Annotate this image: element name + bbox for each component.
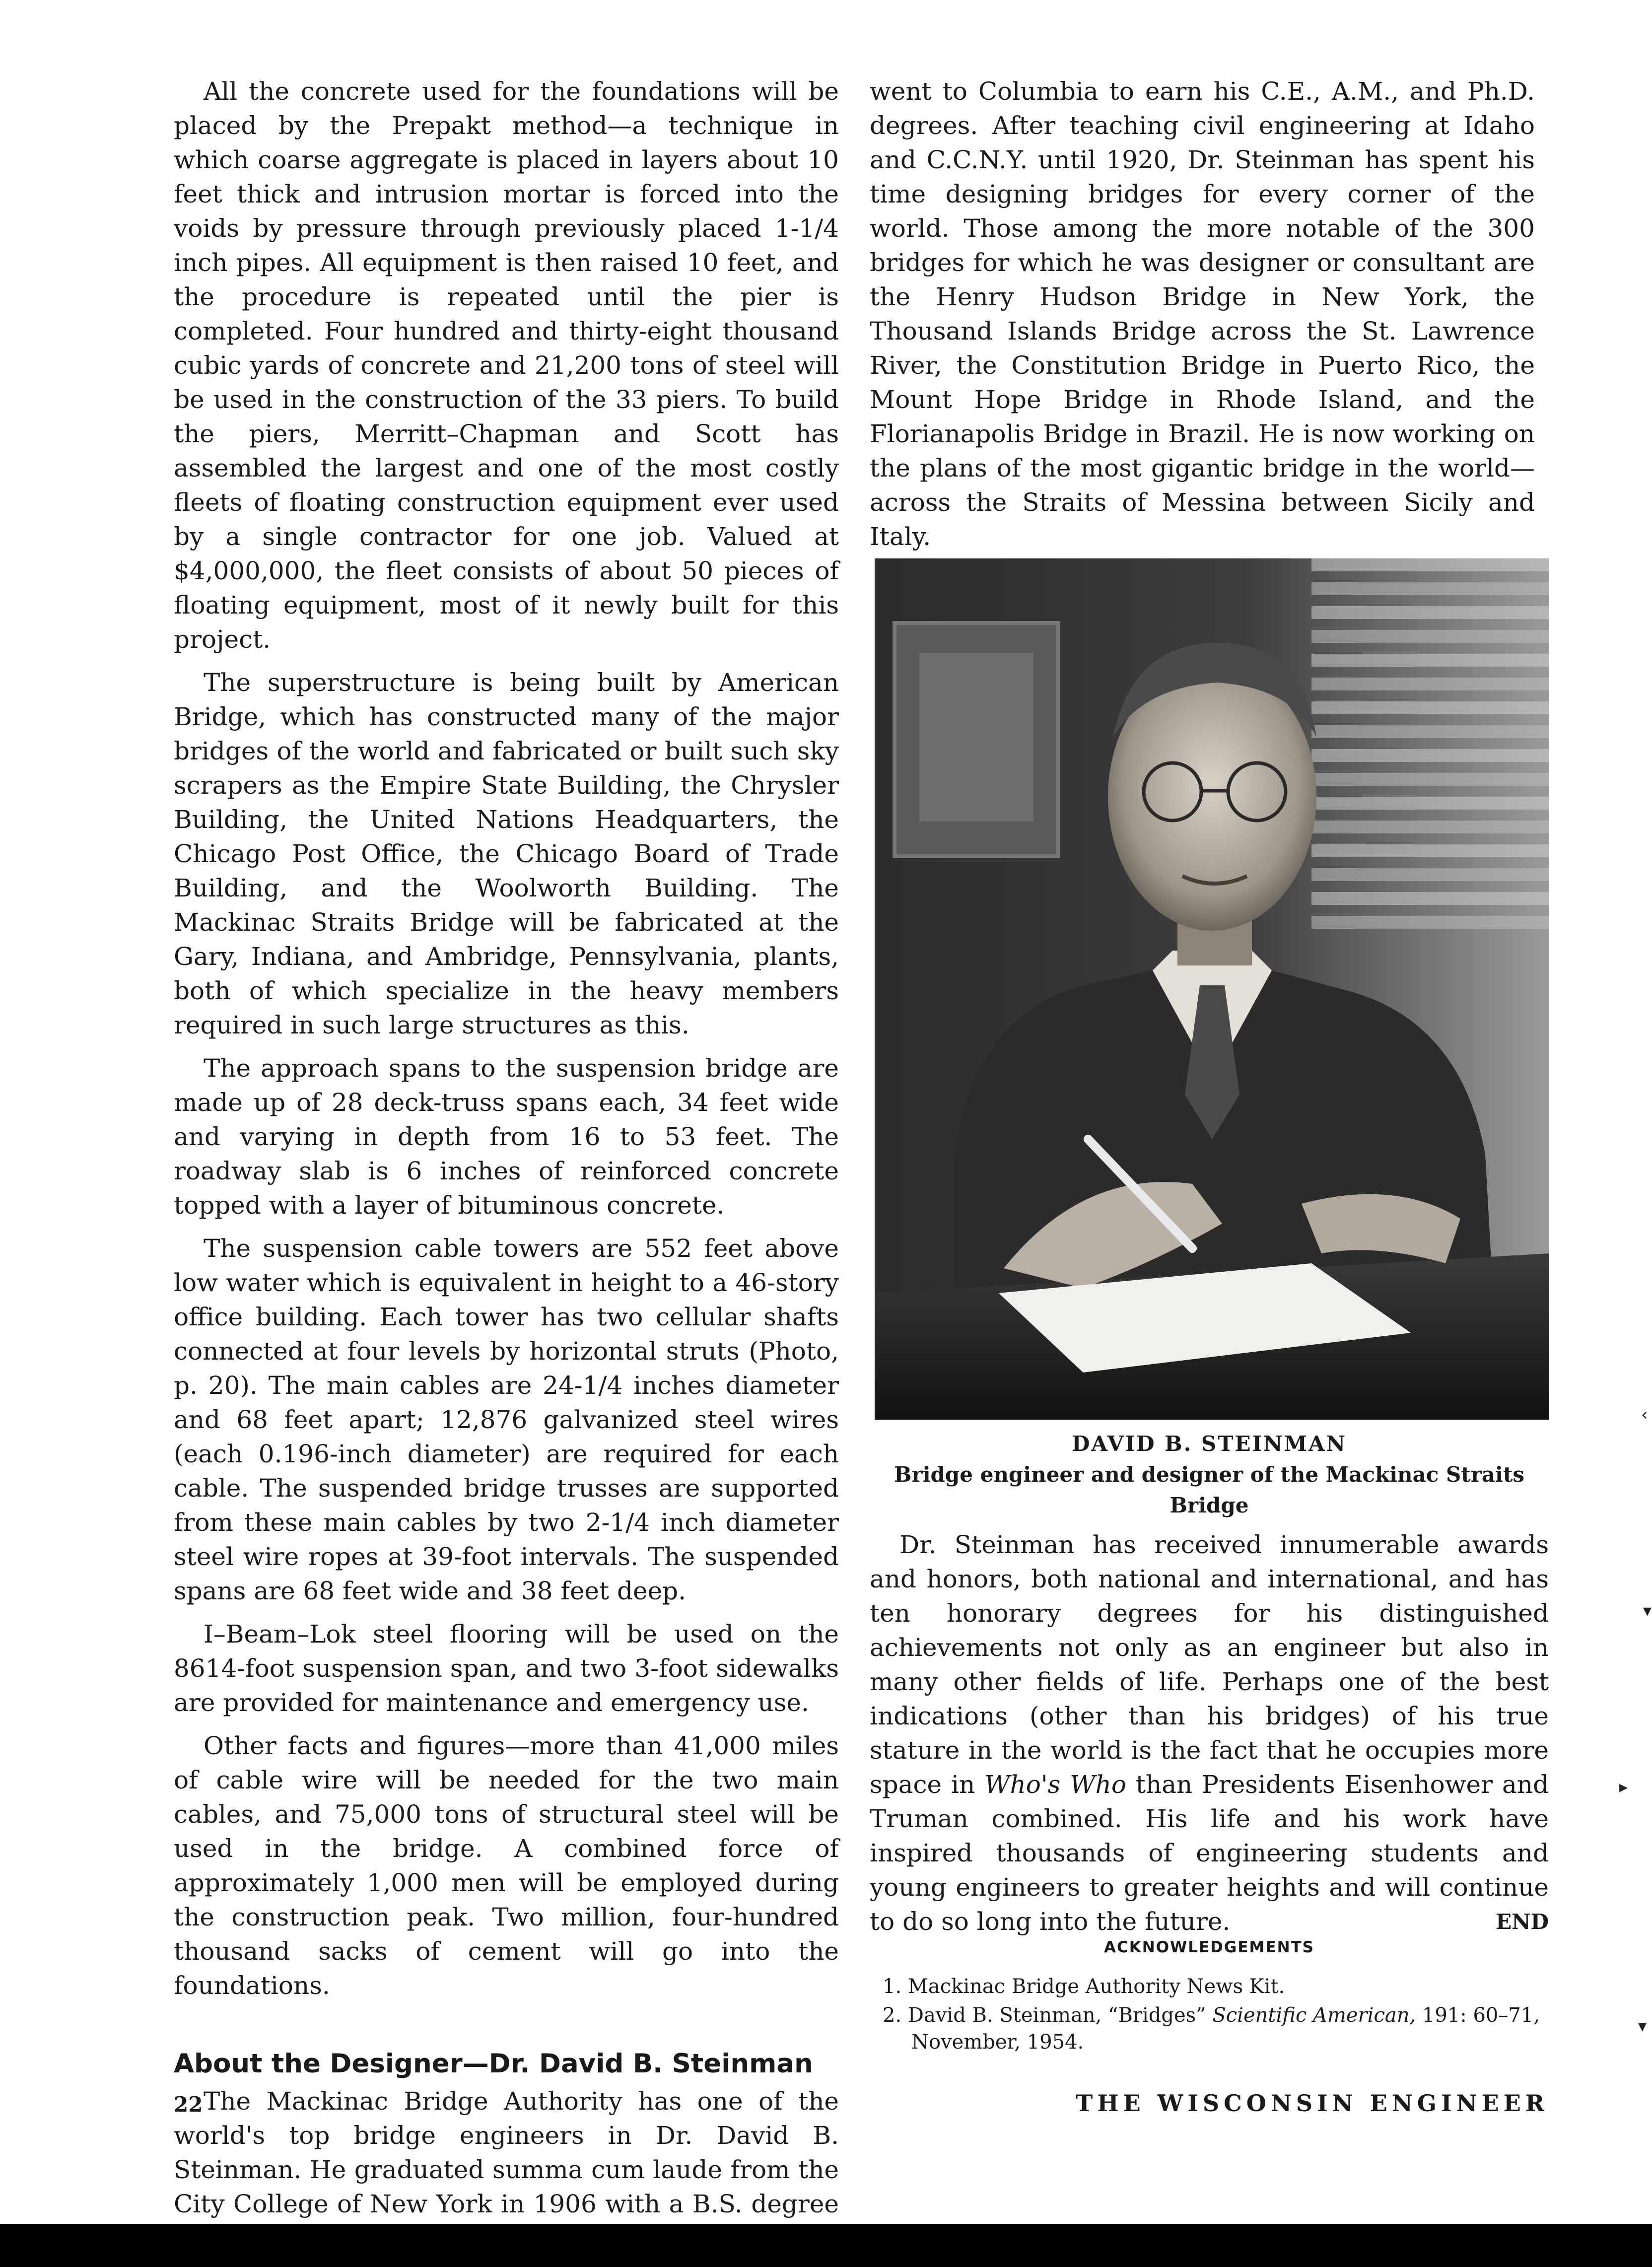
whos-who-title: Who's Who: [984, 1770, 1126, 1799]
awards-text-part1: Dr. Steinman has received innumerable awards and honors, both national and international, and has ten honorary degrees for his distinguished achievements not only as an engineer but also in many other fields of life. Perhaps one of the best indications (other than his bridges) of his true stature in the world is the fact that he occupies more space in: [870, 1530, 1549, 1799]
portrait-illustration: [875, 558, 1549, 1420]
acknowledgements-heading: ACKNOWLEDGEMENTS: [1104, 1938, 1314, 1956]
acknowledgement-item: [883, 2002, 1549, 2056]
page-number: 22: [174, 2092, 203, 2117]
scan-artifact: ▸: [1619, 1777, 1628, 1797]
caption-name: DAVID B. STEINMAN: [1071, 1432, 1347, 1456]
scan-artifact: ‹: [1641, 1405, 1648, 1425]
ack-number: 1.: [883, 1975, 902, 1998]
acknowledgement-item: [883, 1973, 1549, 2000]
caption-title: Bridge engineer and designer of the Mackinac Straits Bridge: [894, 1462, 1525, 1517]
continued-paragraph: went to Columbia to earn his C.E., A.M., and Ph.D. degrees. After teaching civil engineering at Idaho and C.C.N.Y. until 1920, Dr. Steinman has spent his time designing bridges for every corner of the world. Those among the more notable of the 300 bridges for which he was designer or consultant are the Henry Hudson Bridge in New York, the Thousand Islands Bridge across the St. Lawrence River, the Constitution Bridge in Puerto Rico, the Mount Hope Bridge in Rhode Island, and the Florianapolis Bridge in Brazil. He is now working on the plans of the most gigantic bridge in the world—across the Straits of Messina between Sicily and Italy.: [870, 77, 1535, 551]
acknowledgements-list: [883, 1973, 1549, 2058]
ack-journal: Scientific American,: [1212, 2004, 1416, 2027]
scan-artifact: ▾: [1638, 2016, 1647, 2036]
running-title: THE WISCONSIN ENGINEER: [1075, 2090, 1549, 2117]
left-column: [174, 74, 839, 2265]
portrait-photo: [875, 558, 1549, 1420]
body-paragraph: I–Beam–Lok steel flooring will be used on the 8614-foot suspension span, and two 3-foot sidewalks are provided for maintenance and emergency use.: [174, 1620, 839, 1717]
photo-caption: [870, 1429, 1549, 1521]
scan-artifact: ▾: [1643, 1601, 1652, 1621]
body-paragraph: Other facts and figures—more than 41,000 miles of cable wire will be needed for the two main cables, and 75,000 tons of structural steel will be used in the bridge. A combined force of approximately 1,000 men will be employed during the construction peak. Two million, four-hundred thousand sacks of cement will go into the foundations.: [174, 1731, 839, 2000]
section-heading: About the Designer—Dr. David B. Steinman: [174, 2049, 813, 2079]
ack-text: David B. Steinman, “Bridges”: [907, 2004, 1213, 2027]
right-column: [870, 74, 1535, 563]
ack-number: 2.: [883, 2004, 902, 2027]
body-paragraph: All the concrete used for the foundations will be placed by the Prepakt method—a technique in which coarse aggregate is placed in layers about 10 feet thick and intrusion mortar is forced into the voids by pressure through previously placed 1-1/4 inch pipes. All equipment is then raised 10 feet, and the procedure is repeated until the pier is completed. Four hundred and thirty-eight thousand cubic yards of concrete and 21,200 tons of steel will be used in the construction of the 33 piers. To build the piers, Merritt–Chapman and Scott has assembled the largest and one of the most costly fleets of floating construction equipment ever used by a single contractor for one job. Valued at $4,000,000, the fleet consists of about 50 pieces of floating equipment, most of it newly built for this project.: [174, 77, 839, 654]
designer-paragraph: The Mackinac Bridge Authority has one of the world's top bridge engineers in Dr. David B. Steinman. He graduated summa cum laude from the City College of New York in 1906 with a B.S. degree: [174, 2087, 839, 2218]
body-paragraph: The approach spans to the suspension bridge are made up of 28 deck-truss spans each, 34 feet wide and varying in depth from 16 to 53 feet. The roadway slab is 6 inches of reinforced concrete topped with a layer of bituminous concrete.: [174, 1054, 839, 1220]
body-paragraph: The superstructure is being built by American Bridge, which has constructed many of the major bridges of the world and fabricated or built such sky scrapers as the Empire State Building, the Chrysler Building, the United Nations Headquarters, the Chicago Post Office, the Chicago Board of Trade Building, and the Woolworth Building. The Mackinac Straits Bridge will be fabricated at the Gary, Indiana, and Ambridge, Pennsylvania, plants, both of which specialize in the heavy members required in such large structures as this.: [174, 668, 839, 1039]
end-mark: END: [1496, 1910, 1549, 1934]
body-paragraph: The suspension cable towers are 552 feet above low water which is equivalent in height to a 46-story office building. Each tower has two cellular shafts connected at four levels by horizontal struts (Photo, p. 20). The main cables are 24-1/4 inches diameter and 68 feet apart; 12,876 galvanized steel wires (each 0.196-inch diameter) are required for each cable. The suspended bridge trusses are supported from these main cables by two 2-1/4 inch diameter steel wire ropes at 39-foot intervals. The suspended spans are 68 feet wide and 38 feet deep.: [174, 1234, 839, 1605]
scan-border: [0, 2224, 1652, 2267]
ack-text: 191: 60–71, November, 1954.: [911, 2004, 1540, 2054]
awards-text-part2: than Presidents Eisenhower and Truman combined. His life and his work have inspired thousands of engineering students and young engineers to greater heights and will continue to do so long into the future.: [870, 1770, 1549, 1936]
awards-paragraph: [870, 1528, 1549, 1939]
awards-section: [870, 1528, 1549, 1939]
ack-text: Mackinac Bridge Authority News Kit.: [907, 1975, 1285, 1998]
